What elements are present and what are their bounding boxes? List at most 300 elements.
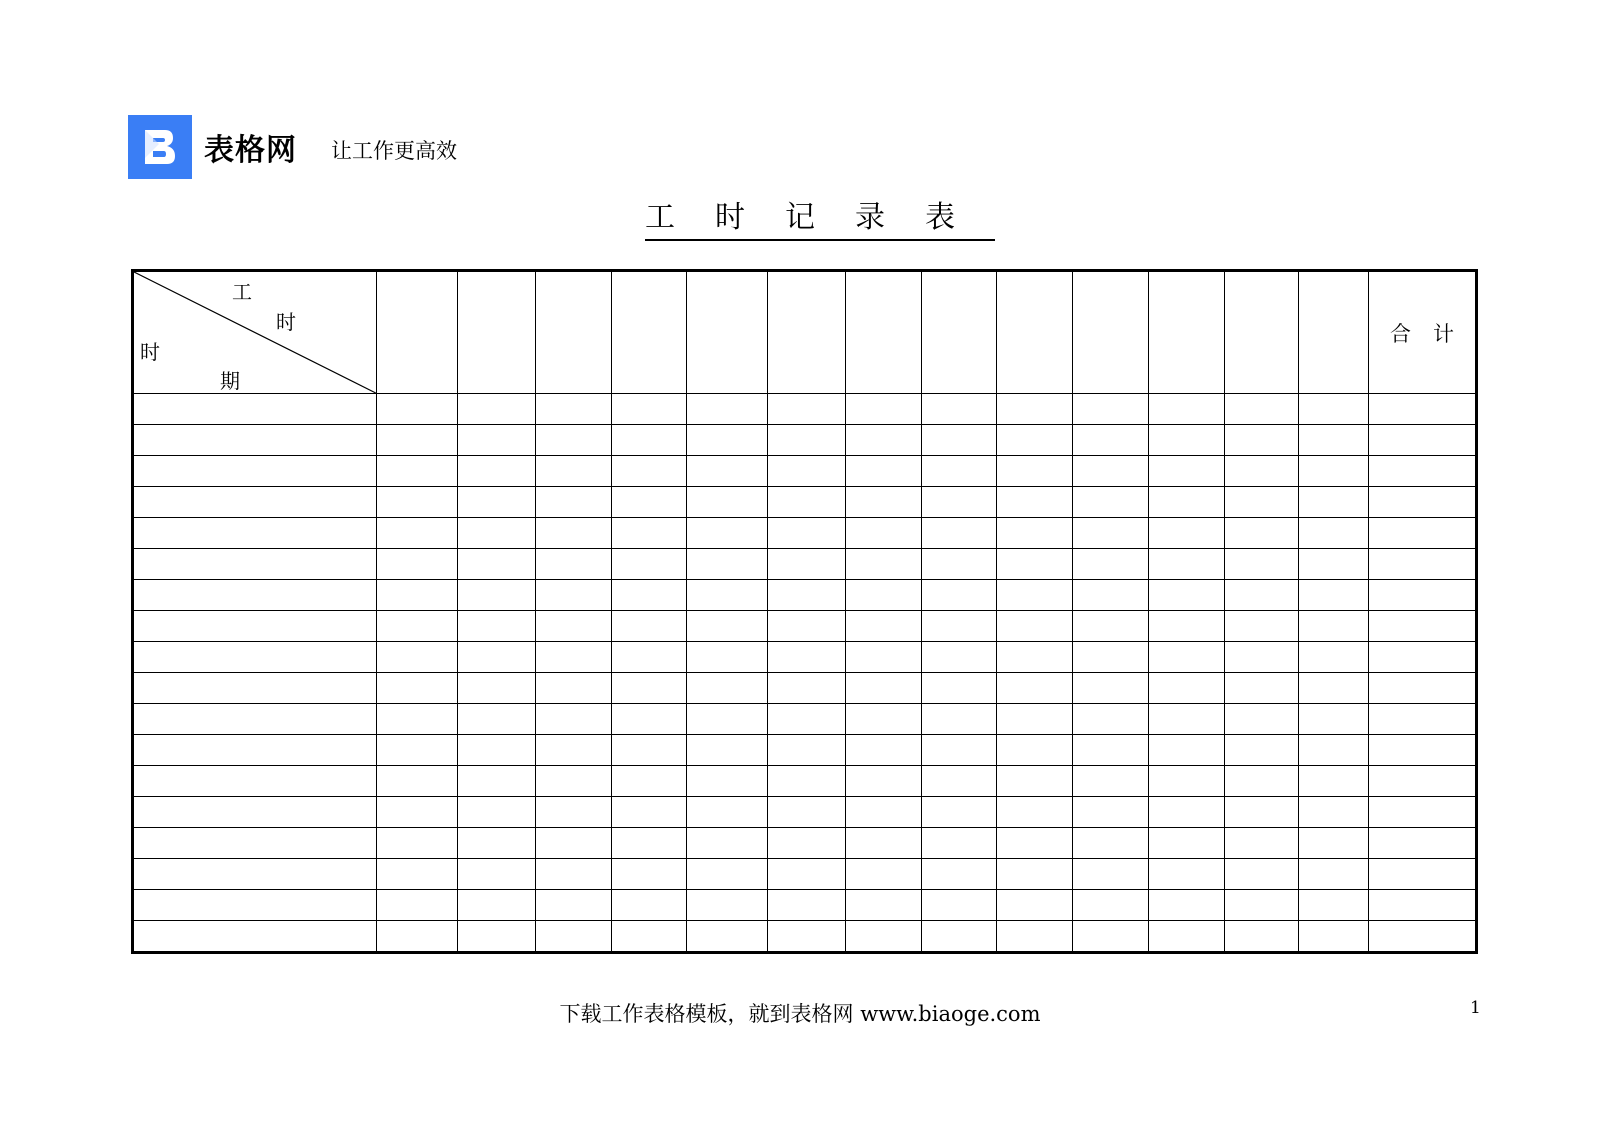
hour-cell[interactable] <box>1072 921 1148 953</box>
hour-cell[interactable] <box>536 580 612 611</box>
timesheet-table <box>131 269 1478 954</box>
hour-cell[interactable] <box>996 456 1072 487</box>
hour-cell[interactable] <box>536 890 612 921</box>
hour-cell[interactable] <box>1148 518 1224 549</box>
hour-cell[interactable] <box>996 673 1072 704</box>
hour-cell[interactable] <box>1299 642 1368 673</box>
hour-cell[interactable] <box>686 394 767 425</box>
hour-cell[interactable] <box>846 828 922 859</box>
hour-cell[interactable] <box>922 425 997 456</box>
corner-label-work-1: 工 <box>232 280 252 304</box>
hour-header-cell[interactable] <box>1148 271 1224 394</box>
hour-cell[interactable] <box>686 611 767 642</box>
hour-cell[interactable] <box>1224 797 1299 828</box>
hour-cell[interactable] <box>768 611 846 642</box>
date-cell[interactable] <box>133 549 377 580</box>
hour-cell[interactable] <box>1224 611 1299 642</box>
hour-cell[interactable] <box>1224 704 1299 735</box>
hour-cell[interactable] <box>536 921 612 953</box>
hour-cell[interactable] <box>1299 797 1368 828</box>
hour-cell[interactable] <box>376 394 457 425</box>
date-cell[interactable] <box>133 921 377 953</box>
hour-cell[interactable] <box>768 797 846 828</box>
hour-cell[interactable] <box>1072 580 1148 611</box>
total-cell[interactable] <box>1368 549 1476 580</box>
hour-cell[interactable] <box>458 673 536 704</box>
date-cell[interactable] <box>133 704 377 735</box>
hour-cell[interactable] <box>922 642 997 673</box>
hour-cell[interactable] <box>996 487 1072 518</box>
hour-cell[interactable] <box>1224 549 1299 580</box>
hour-cell[interactable] <box>611 766 686 797</box>
hour-cell[interactable] <box>768 766 846 797</box>
hour-cell[interactable] <box>1224 456 1299 487</box>
hour-cell[interactable] <box>1148 890 1224 921</box>
total-cell[interactable] <box>1368 394 1476 425</box>
hour-cell[interactable] <box>1148 828 1224 859</box>
hour-cell[interactable] <box>458 859 536 890</box>
hour-cell[interactable] <box>846 921 922 953</box>
total-cell[interactable] <box>1368 611 1476 642</box>
hour-cell[interactable] <box>922 766 997 797</box>
hour-cell[interactable] <box>458 704 536 735</box>
hour-cell[interactable] <box>536 611 612 642</box>
header-row <box>133 271 1477 394</box>
hour-cell[interactable] <box>1224 518 1299 549</box>
hour-cell[interactable] <box>1072 673 1148 704</box>
hour-cell[interactable] <box>458 580 536 611</box>
table-row <box>133 611 1477 642</box>
total-cell[interactable] <box>1368 518 1476 549</box>
hour-cell[interactable] <box>611 735 686 766</box>
hour-cell[interactable] <box>1299 704 1368 735</box>
hour-cell[interactable] <box>768 580 846 611</box>
hour-cell[interactable] <box>1148 425 1224 456</box>
total-cell[interactable] <box>1368 890 1476 921</box>
hour-cell[interactable] <box>458 487 536 518</box>
hour-cell[interactable] <box>536 704 612 735</box>
hour-cell[interactable] <box>922 735 997 766</box>
table-row <box>133 456 1477 487</box>
hour-cell[interactable] <box>846 642 922 673</box>
hour-header-cell[interactable] <box>846 271 922 394</box>
hour-cell[interactable] <box>1224 859 1299 890</box>
hour-cell[interactable] <box>1072 549 1148 580</box>
hour-cell[interactable] <box>458 735 536 766</box>
hour-cell[interactable] <box>996 890 1072 921</box>
hour-cell[interactable] <box>611 704 686 735</box>
hour-cell[interactable] <box>1148 580 1224 611</box>
hour-cell[interactable] <box>536 735 612 766</box>
hour-cell[interactable] <box>1072 735 1148 766</box>
table-row <box>133 673 1477 704</box>
hour-cell[interactable] <box>1072 394 1148 425</box>
hour-cell[interactable] <box>1299 549 1368 580</box>
hour-cell[interactable] <box>376 518 457 549</box>
hour-cell[interactable] <box>611 797 686 828</box>
hour-cell[interactable] <box>1299 456 1368 487</box>
hour-cell[interactable] <box>536 642 612 673</box>
hour-cell[interactable] <box>996 859 1072 890</box>
hour-header-cell[interactable] <box>536 271 612 394</box>
total-cell[interactable] <box>1368 456 1476 487</box>
hour-cell[interactable] <box>1072 704 1148 735</box>
hour-cell[interactable] <box>611 673 686 704</box>
hour-cell[interactable] <box>768 859 846 890</box>
hour-cell[interactable] <box>922 921 997 953</box>
hour-cell[interactable] <box>1148 797 1224 828</box>
hour-cell[interactable] <box>846 487 922 518</box>
total-cell[interactable] <box>1368 580 1476 611</box>
hour-cell[interactable] <box>458 828 536 859</box>
table-row <box>133 921 1477 953</box>
hour-cell[interactable] <box>686 673 767 704</box>
hour-cell[interactable] <box>1224 642 1299 673</box>
hour-cell[interactable] <box>536 549 612 580</box>
hour-cell[interactable] <box>1224 487 1299 518</box>
hour-cell[interactable] <box>458 456 536 487</box>
hour-cell[interactable] <box>768 487 846 518</box>
hour-cell[interactable] <box>536 518 612 549</box>
hour-cell[interactable] <box>611 859 686 890</box>
table-row <box>133 642 1477 673</box>
hour-cell[interactable] <box>1072 890 1148 921</box>
hour-cell[interactable] <box>768 735 846 766</box>
hour-cell[interactable] <box>768 704 846 735</box>
date-cell[interactable] <box>133 611 377 642</box>
hour-cell[interactable] <box>458 797 536 828</box>
table-row <box>133 890 1477 921</box>
hour-cell[interactable] <box>1072 456 1148 487</box>
hour-header-cell[interactable] <box>458 271 536 394</box>
hour-cell[interactable] <box>1299 921 1368 953</box>
hour-cell[interactable] <box>1148 704 1224 735</box>
diagonal-corner-header <box>133 271 377 394</box>
hour-cell[interactable] <box>1299 611 1368 642</box>
hour-cell[interactable] <box>686 797 767 828</box>
hour-cell[interactable] <box>686 456 767 487</box>
hour-cell[interactable] <box>996 394 1072 425</box>
hour-cell[interactable] <box>376 456 457 487</box>
date-cell[interactable] <box>133 890 377 921</box>
hour-cell[interactable] <box>768 518 846 549</box>
hour-cell[interactable] <box>376 890 457 921</box>
hour-cell[interactable] <box>846 425 922 456</box>
total-cell[interactable] <box>1368 642 1476 673</box>
page-title <box>600 192 1000 236</box>
hour-cell[interactable] <box>1299 518 1368 549</box>
hour-cell[interactable] <box>1072 797 1148 828</box>
corner-label-work-2: 时 <box>276 310 296 334</box>
hour-header-cell[interactable] <box>1072 271 1148 394</box>
hour-cell[interactable] <box>611 487 686 518</box>
hour-cell[interactable] <box>376 921 457 953</box>
hour-cell[interactable] <box>1072 611 1148 642</box>
hour-cell[interactable] <box>458 518 536 549</box>
hour-cell[interactable] <box>768 673 846 704</box>
hour-cell[interactable] <box>376 859 457 890</box>
total-cell[interactable] <box>1368 921 1476 953</box>
hour-cell[interactable] <box>376 828 457 859</box>
hour-cell[interactable] <box>996 766 1072 797</box>
hour-cell[interactable] <box>536 859 612 890</box>
table-row <box>133 704 1477 735</box>
hour-cell[interactable] <box>686 921 767 953</box>
hour-cell[interactable] <box>376 704 457 735</box>
hour-cell[interactable] <box>922 611 997 642</box>
date-cell[interactable] <box>133 394 377 425</box>
hour-cell[interactable] <box>611 518 686 549</box>
hour-cell[interactable] <box>1299 735 1368 766</box>
hour-cell[interactable] <box>846 890 922 921</box>
hour-cell[interactable] <box>1148 549 1224 580</box>
hour-cell[interactable] <box>846 611 922 642</box>
hour-cell[interactable] <box>536 394 612 425</box>
total-cell[interactable] <box>1368 487 1476 518</box>
hour-cell[interactable] <box>1224 580 1299 611</box>
hour-cell[interactable] <box>611 580 686 611</box>
date-cell[interactable] <box>133 828 377 859</box>
hour-cell[interactable] <box>1224 673 1299 704</box>
hour-cell[interactable] <box>458 549 536 580</box>
hour-cell[interactable] <box>996 580 1072 611</box>
hour-cell[interactable] <box>1299 580 1368 611</box>
hour-cell[interactable] <box>536 797 612 828</box>
hour-cell[interactable] <box>996 797 1072 828</box>
hour-cell[interactable] <box>996 642 1072 673</box>
table-row <box>133 735 1477 766</box>
total-cell[interactable] <box>1368 797 1476 828</box>
hour-cell[interactable] <box>686 766 767 797</box>
total-cell[interactable] <box>1368 766 1476 797</box>
hour-cell[interactable] <box>996 611 1072 642</box>
hour-cell[interactable] <box>922 549 997 580</box>
date-cell[interactable] <box>133 673 377 704</box>
hour-cell[interactable] <box>536 487 612 518</box>
hour-cell[interactable] <box>536 673 612 704</box>
total-cell[interactable] <box>1368 735 1476 766</box>
hour-cell[interactable] <box>768 456 846 487</box>
date-cell[interactable] <box>133 487 377 518</box>
hour-cell[interactable] <box>1072 425 1148 456</box>
total-cell[interactable] <box>1368 673 1476 704</box>
hour-cell[interactable] <box>922 518 997 549</box>
hour-cell[interactable] <box>1148 487 1224 518</box>
hour-cell[interactable] <box>846 859 922 890</box>
total-cell[interactable] <box>1368 859 1476 890</box>
hour-cell[interactable] <box>846 456 922 487</box>
hour-header-cell[interactable] <box>996 271 1072 394</box>
hour-cell[interactable] <box>1148 921 1224 953</box>
date-cell[interactable] <box>133 766 377 797</box>
hour-cell[interactable] <box>536 456 612 487</box>
hour-cell[interactable] <box>1148 642 1224 673</box>
hour-cell[interactable] <box>846 394 922 425</box>
hour-cell[interactable] <box>1224 425 1299 456</box>
date-cell[interactable] <box>133 642 377 673</box>
hour-cell[interactable] <box>1072 642 1148 673</box>
hour-cell[interactable] <box>922 456 997 487</box>
hour-cell[interactable] <box>996 549 1072 580</box>
hour-cell[interactable] <box>536 766 612 797</box>
hour-cell[interactable] <box>1299 828 1368 859</box>
hour-cell[interactable] <box>922 890 997 921</box>
hour-cell[interactable] <box>376 549 457 580</box>
hour-cell[interactable] <box>611 828 686 859</box>
hour-cell[interactable] <box>846 735 922 766</box>
hour-cell[interactable] <box>686 890 767 921</box>
total-cell[interactable] <box>1368 828 1476 859</box>
hour-cell[interactable] <box>686 828 767 859</box>
hour-cell[interactable] <box>611 425 686 456</box>
hour-cell[interactable] <box>376 487 457 518</box>
hour-cell[interactable] <box>768 890 846 921</box>
hour-cell[interactable] <box>846 797 922 828</box>
hour-cell[interactable] <box>458 766 536 797</box>
hour-cell[interactable] <box>922 828 997 859</box>
hour-cell[interactable] <box>1148 735 1224 766</box>
table-row <box>133 859 1477 890</box>
hour-cell[interactable] <box>996 704 1072 735</box>
hour-cell[interactable] <box>1224 921 1299 953</box>
hour-cell[interactable] <box>686 487 767 518</box>
hour-cell[interactable] <box>1072 828 1148 859</box>
hour-cell[interactable] <box>1148 766 1224 797</box>
hour-cell[interactable] <box>376 642 457 673</box>
hour-cell[interactable] <box>458 425 536 456</box>
hour-cell[interactable] <box>1224 890 1299 921</box>
hour-cell[interactable] <box>611 611 686 642</box>
hour-cell[interactable] <box>1072 859 1148 890</box>
hour-cell[interactable] <box>1299 766 1368 797</box>
hour-cell[interactable] <box>922 704 997 735</box>
hour-cell[interactable] <box>846 580 922 611</box>
hour-cell[interactable] <box>1224 828 1299 859</box>
hour-cell[interactable] <box>458 921 536 953</box>
hour-cell[interactable] <box>376 580 457 611</box>
hour-cell[interactable] <box>536 425 612 456</box>
hour-cell[interactable] <box>768 642 846 673</box>
hour-cell[interactable] <box>1299 859 1368 890</box>
date-cell[interactable] <box>133 518 377 549</box>
hour-cell[interactable] <box>458 394 536 425</box>
hour-cell[interactable] <box>611 549 686 580</box>
hour-cell[interactable] <box>996 425 1072 456</box>
hour-cell[interactable] <box>846 673 922 704</box>
date-cell[interactable] <box>133 735 377 766</box>
hour-cell[interactable] <box>1148 611 1224 642</box>
hour-cell[interactable] <box>922 797 997 828</box>
hour-cell[interactable] <box>1224 766 1299 797</box>
total-cell[interactable] <box>1368 704 1476 735</box>
hour-cell[interactable] <box>686 859 767 890</box>
diagonal-line <box>134 272 376 393</box>
hour-cell[interactable] <box>686 425 767 456</box>
hour-cell[interactable] <box>1299 673 1368 704</box>
hour-cell[interactable] <box>686 549 767 580</box>
hour-cell[interactable] <box>376 425 457 456</box>
hour-header-cell[interactable] <box>768 271 846 394</box>
hour-cell[interactable] <box>1224 735 1299 766</box>
total-cell[interactable] <box>1368 425 1476 456</box>
hour-cell[interactable] <box>846 766 922 797</box>
hour-cell[interactable] <box>611 642 686 673</box>
date-cell[interactable] <box>133 859 377 890</box>
hour-cell[interactable] <box>611 921 686 953</box>
hour-cell[interactable] <box>768 425 846 456</box>
date-cell[interactable] <box>133 797 377 828</box>
hour-header-cell[interactable] <box>922 271 997 394</box>
hour-cell[interactable] <box>458 642 536 673</box>
hour-cell[interactable] <box>846 549 922 580</box>
hour-cell[interactable] <box>376 766 457 797</box>
hour-cell[interactable] <box>1072 766 1148 797</box>
hour-cell[interactable] <box>1299 890 1368 921</box>
hour-header-cell[interactable] <box>686 271 767 394</box>
hour-header-cell[interactable] <box>1224 271 1299 394</box>
hour-cell[interactable] <box>611 890 686 921</box>
hour-cell[interactable] <box>686 704 767 735</box>
hour-cell[interactable] <box>1148 673 1224 704</box>
hour-cell[interactable] <box>996 921 1072 953</box>
hour-header-cell[interactable] <box>611 271 686 394</box>
hour-cell[interactable] <box>768 394 846 425</box>
hour-cell[interactable] <box>458 611 536 642</box>
hour-cell[interactable] <box>1299 425 1368 456</box>
hour-cell[interactable] <box>611 456 686 487</box>
hour-cell[interactable] <box>376 611 457 642</box>
hour-cell[interactable] <box>686 642 767 673</box>
hour-cell[interactable] <box>1148 859 1224 890</box>
hour-cell[interactable] <box>458 890 536 921</box>
hour-cell[interactable] <box>768 828 846 859</box>
hour-cell[interactable] <box>768 549 846 580</box>
biaoge-logo-icon <box>128 115 192 179</box>
hour-cell[interactable] <box>1148 456 1224 487</box>
hour-cell[interactable] <box>846 704 922 735</box>
hour-cell[interactable] <box>1224 394 1299 425</box>
hour-header-cell[interactable] <box>1299 271 1368 394</box>
hour-cell[interactable] <box>1299 487 1368 518</box>
hour-cell[interactable] <box>376 673 457 704</box>
hour-cell[interactable] <box>996 518 1072 549</box>
hour-cell[interactable] <box>846 518 922 549</box>
hour-cell[interactable] <box>922 580 997 611</box>
hour-cell[interactable] <box>922 487 997 518</box>
hour-cell[interactable] <box>922 394 997 425</box>
hour-cell[interactable] <box>996 735 1072 766</box>
hour-cell[interactable] <box>996 828 1072 859</box>
hour-cell[interactable] <box>922 673 997 704</box>
hour-cell[interactable] <box>1299 394 1368 425</box>
hour-cell[interactable] <box>686 518 767 549</box>
hour-cell[interactable] <box>768 921 846 953</box>
hour-cell[interactable] <box>536 828 612 859</box>
date-cell[interactable] <box>133 456 377 487</box>
hour-cell[interactable] <box>1148 394 1224 425</box>
hour-cell[interactable] <box>1072 518 1148 549</box>
date-cell[interactable] <box>133 580 377 611</box>
hour-header-cell[interactable] <box>376 271 457 394</box>
date-cell[interactable] <box>133 425 377 456</box>
hour-cell[interactable] <box>611 394 686 425</box>
hour-cell[interactable] <box>686 580 767 611</box>
hour-cell[interactable] <box>376 797 457 828</box>
hour-cell[interactable] <box>1072 487 1148 518</box>
hour-cell[interactable] <box>922 859 997 890</box>
hour-cell[interactable] <box>376 735 457 766</box>
hour-cell[interactable] <box>686 735 767 766</box>
